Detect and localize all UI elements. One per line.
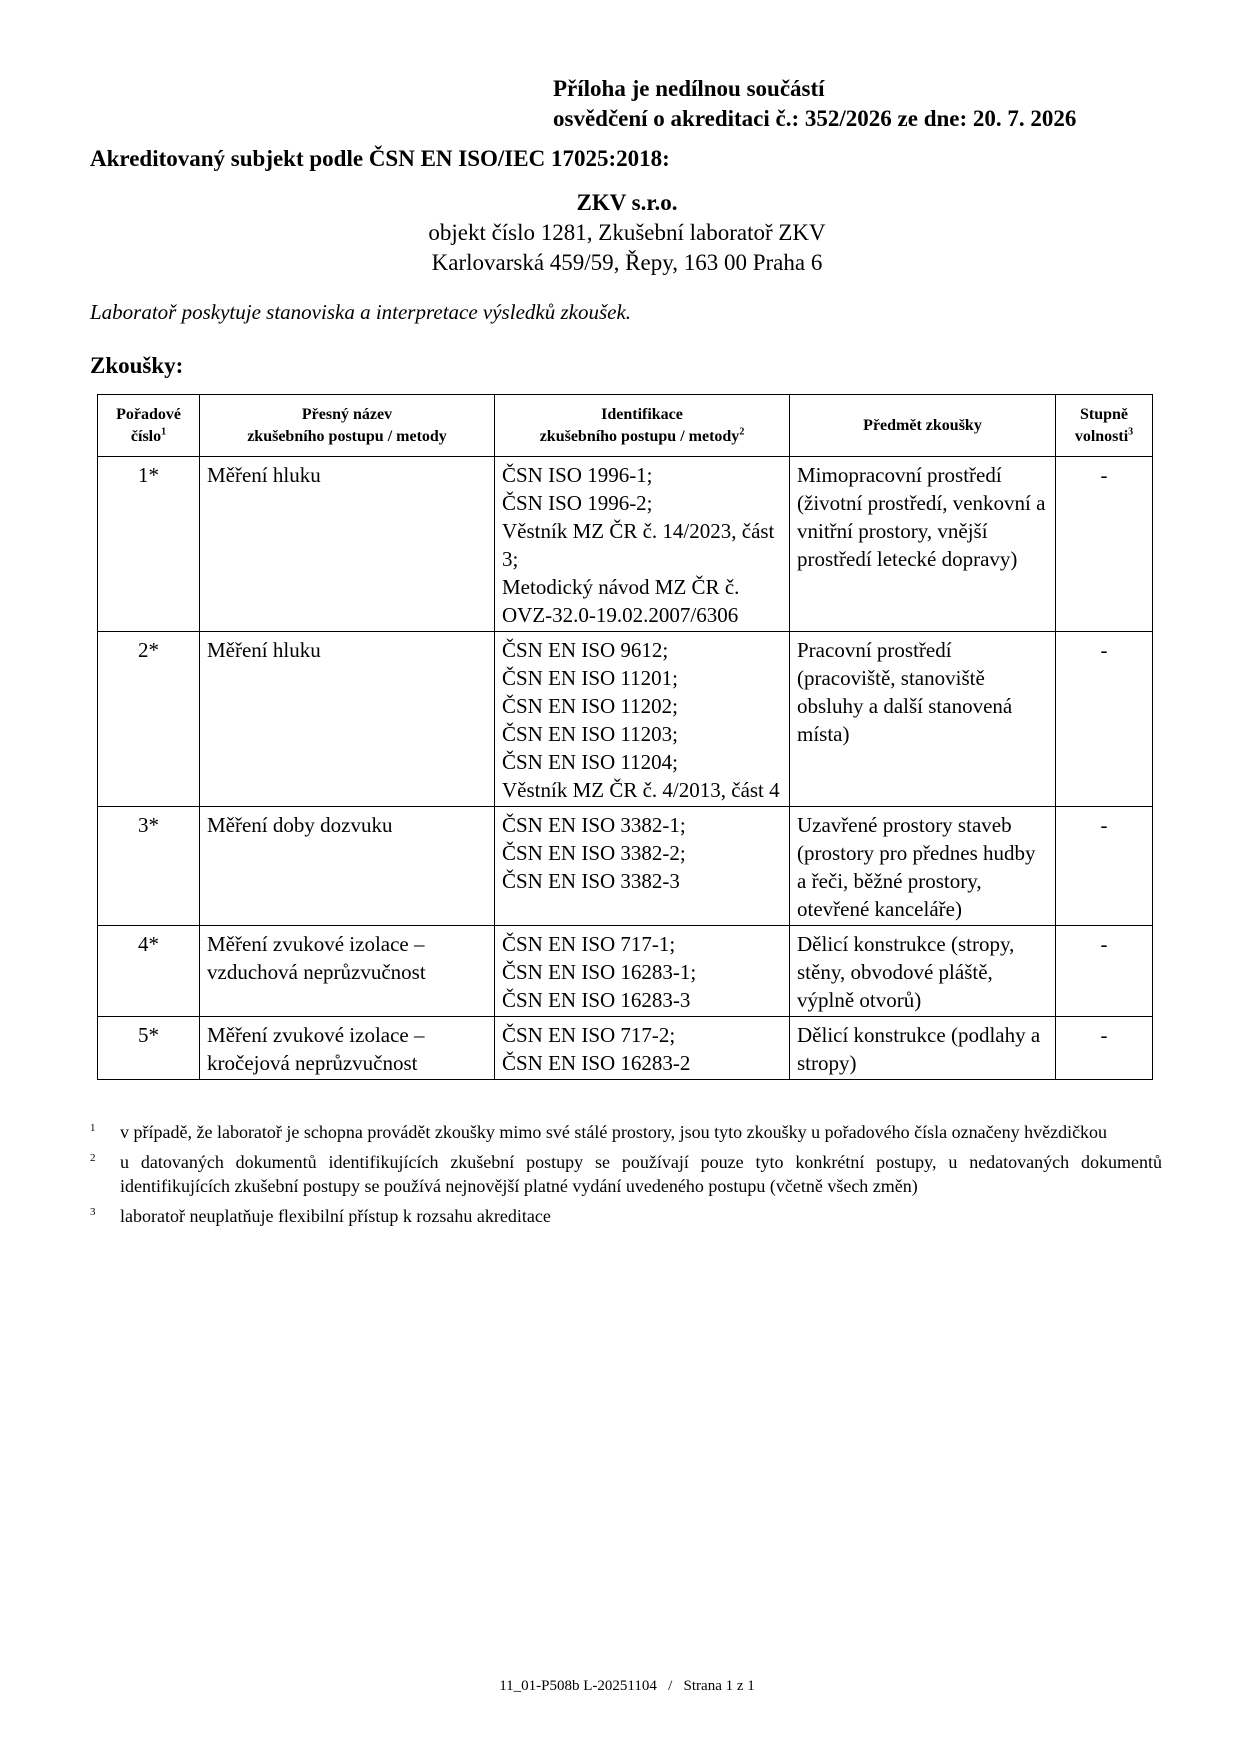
- row-degree: -: [1056, 807, 1153, 926]
- header-method-name: Přesný název zkušebního postupu / metody: [200, 395, 495, 457]
- row-method-name: Měření hluku: [200, 457, 495, 632]
- row-number: 2*: [98, 632, 200, 807]
- interpretation-statement: Laboratoř poskytuje stanoviska a interpretace výsledků zkoušek.: [90, 300, 632, 324]
- row-method-name: Měření zvukové izolace – vzduchová neprůzvučnost: [200, 926, 495, 1017]
- header-degrees-of-freedom: Stupně volnosti$^3$: [1056, 395, 1153, 457]
- header-order-number: Pořadové číslo$^1$: [98, 395, 200, 457]
- row-subject: Pracovní prostředí (pracoviště, stanoviště obsluhy a další stanovená místa): [790, 632, 1056, 807]
- page-footer: 11_01-P508b L-20251104 / Strana 1 z 1: [499, 1678, 755, 1694]
- footnote-text: u datovaných dokumentů identifikujících zkušební postupy se používají pouze tyto konkrétní postupy, u nedatovaných dokumentů identifikujících zkušební postupy se používá nejnovější platné vydání uvedeného postupu (včetně všech změn): [120, 1152, 1162, 1196]
- table-row: [98, 632, 1153, 807]
- header-method-identification: Identifikace zkušebního postupu / metody$^2$: [495, 395, 790, 457]
- row-degree: -: [1056, 632, 1153, 807]
- row-number: 3*: [98, 807, 200, 926]
- row-number: 4*: [98, 926, 200, 1017]
- row-subject: Mimopracovní prostředí (životní prostředí, venkovní a vnitřní prostory, vnější prostředí letecké dopravy): [790, 457, 1056, 632]
- footnote-text: laboratoř neuplatňuje flexibilní přístup k rozsahu akreditace: [120, 1206, 551, 1226]
- footnote-text: v případě, že laboratoř je schopna provádět zkoušky mimo své stálé prostory, jsou tyto zkoušky u pořadového čísla označeny hvězdičkou: [120, 1122, 1108, 1142]
- row-method-name: Měření hluku: [200, 632, 495, 807]
- tests-heading: Zkoušky:: [90, 353, 184, 378]
- table-row: [98, 807, 1153, 926]
- row-subject: Uzavřené prostory staveb (prostory pro přednes hudby a řeči, běžné prostory, otevřené kanceláře): [790, 807, 1056, 926]
- footnote-1: [90, 1120, 1162, 1144]
- footnote-2: [90, 1150, 1162, 1198]
- row-degree: -: [1056, 926, 1153, 1017]
- table-row: [98, 926, 1153, 1017]
- row-method-name: Měření zvukové izolace – kročejová neprůzvučnost: [200, 1017, 495, 1080]
- organization-block: [0, 188, 1240, 278]
- table-row: [98, 457, 1153, 632]
- table-header-row: [98, 395, 1153, 457]
- footnote-mark: 1: [90, 1122, 96, 1134]
- footnotes: [90, 1120, 1162, 1234]
- organization-address: Karlovarská 459/59, Řepy, 163 00 Praha 6: [431, 250, 823, 275]
- row-subject: Dělicí konstrukce (stropy, stěny, obvodové pláště, výplně otvorů): [790, 926, 1056, 1017]
- row-number: 5*: [98, 1017, 200, 1080]
- table-row: [98, 1017, 1153, 1080]
- row-identification: ČSN EN ISO 3382-1; ČSN EN ISO 3382-2; ČSN EN ISO 3382-3: [495, 807, 790, 926]
- footnote-mark: 3: [90, 1206, 96, 1218]
- row-degree: -: [1056, 457, 1153, 632]
- footnote-mark: 2: [90, 1152, 96, 1164]
- footnote-3: [90, 1204, 1162, 1228]
- row-identification: ČSN EN ISO 717-1; ČSN EN ISO 16283-1; ČSN EN ISO 16283-3: [495, 926, 790, 1017]
- annex-header-line2: osvědčení o akreditaci č.: 352/2026 ze dne: 20. 7. 2026: [553, 106, 1077, 131]
- row-degree: -: [1056, 1017, 1153, 1080]
- subject-heading: Akreditovaný subjekt podle ČSN EN ISO/IEC 17025:2018:: [90, 146, 670, 171]
- annex-header-line1: Příloha je nedílnou součástí: [553, 76, 825, 101]
- row-number: 1*: [98, 457, 200, 632]
- row-identification: ČSN ISO 1996-1; ČSN ISO 1996-2; Věstník MZ ČR č. 14/2023, část 3; Metodický návod MZ ČR č. OVZ-32.0-19.02.2007/6306: [495, 457, 790, 632]
- annex-header: [553, 74, 1076, 134]
- organization-name: ZKV s.r.o.: [576, 190, 678, 215]
- row-method-name: Měření doby dozvuku: [200, 807, 495, 926]
- organization-unit: objekt číslo 1281, Zkušební laboratoř ZKV: [428, 220, 826, 245]
- tests-table: [97, 394, 1153, 1080]
- row-identification: ČSN EN ISO 717-2; ČSN EN ISO 16283-2: [495, 1017, 790, 1080]
- header-test-subject: Předmět zkoušky: [790, 395, 1056, 457]
- row-subject: Dělicí konstrukce (podlahy a stropy): [790, 1017, 1056, 1080]
- row-identification: ČSN EN ISO 9612; ČSN EN ISO 11201; ČSN EN ISO 11202; ČSN EN ISO 11203; ČSN EN ISO 11204; Věstník MZ ČR č. 4/2013, část 4: [495, 632, 790, 807]
